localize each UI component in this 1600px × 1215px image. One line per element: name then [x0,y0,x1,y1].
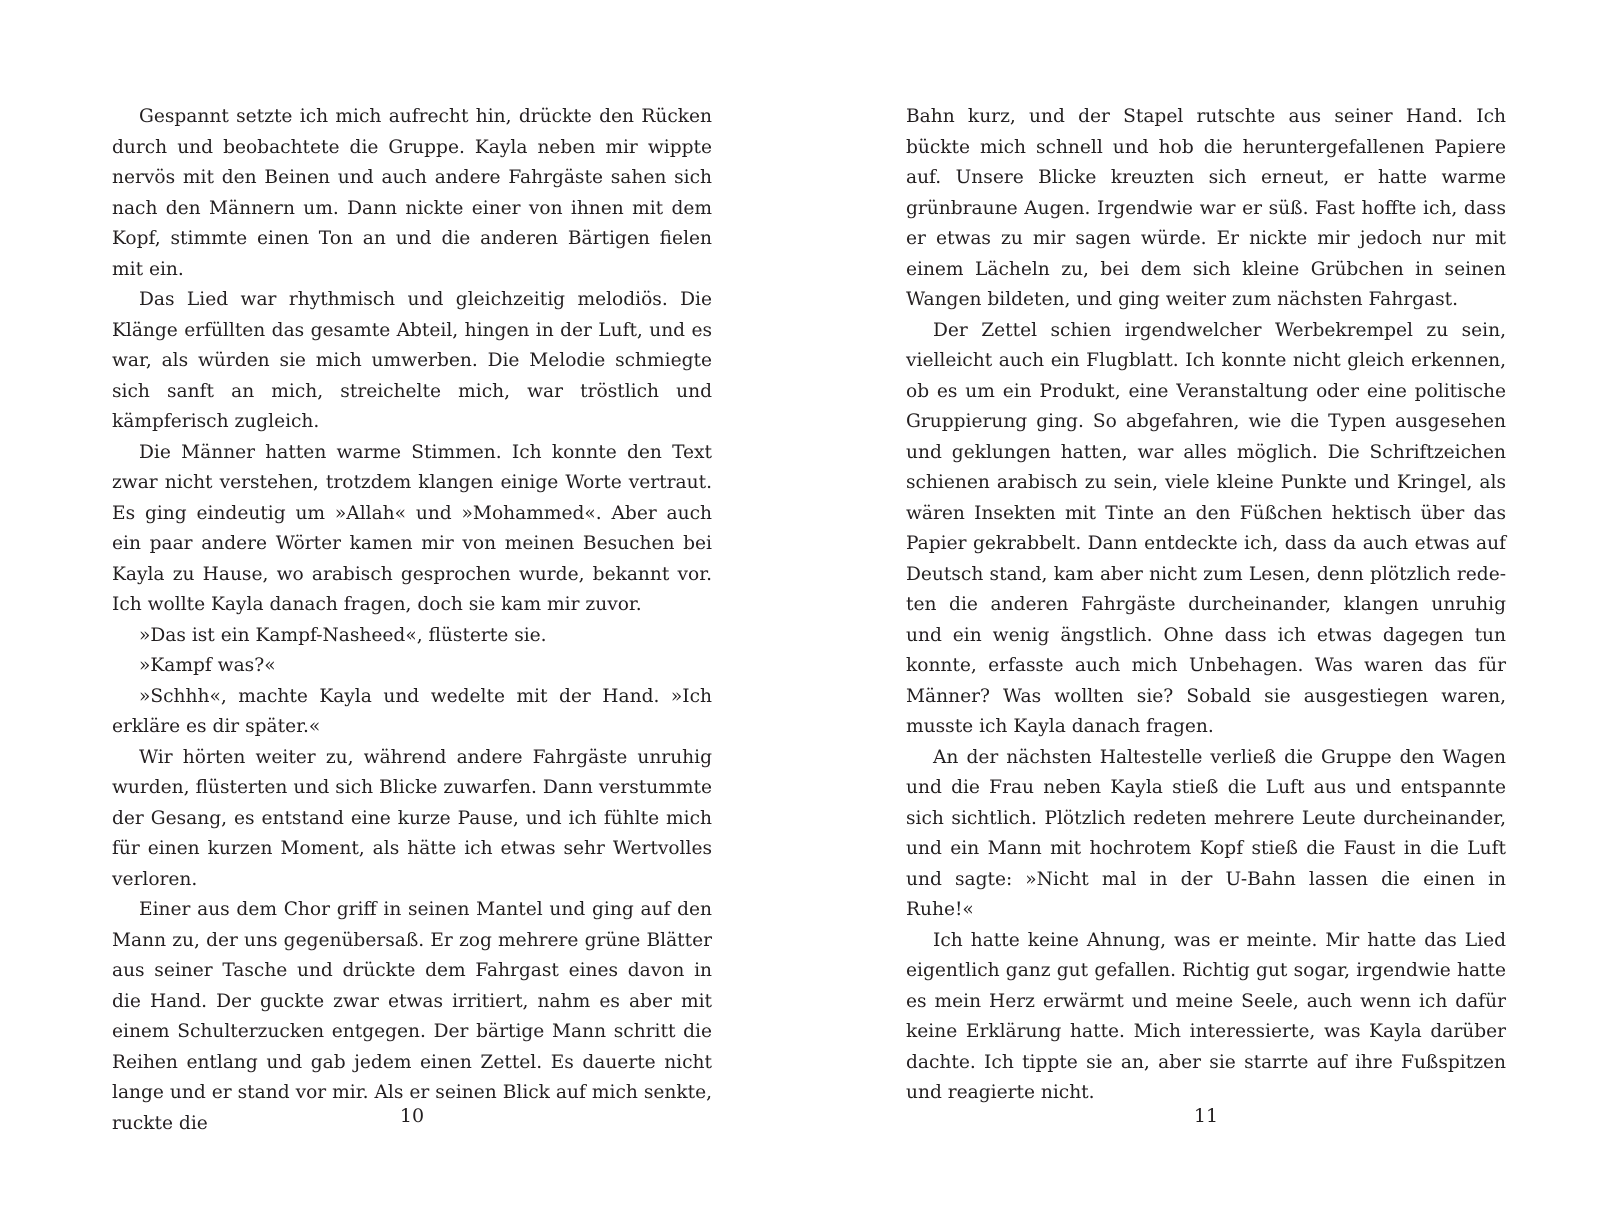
paragraph: An der nächsten Haltestelle verließ die Gruppe den Wagen und die Frau neben Kayla stieß die Luft aus und entspannte sich sichtlich. Plötzlich redeten mehrere Leute durcheinander, und ein Mann mit hochrotem Kopf stieß die Faust in die Luft und sagte: »Nicht mal in der U-Bahn lassen die einen in Ruhe!« [906,746,1506,920]
paragraph: »Schhh«, machte Kayla und wedelte mit der Hand. »Ich erkläre es dir später.« [112,685,712,737]
right-page-body-text [906,102,1506,1109]
paragraph: Die Männer hatten warme Stimmen. Ich konnte den Text zwar nicht verstehen, trotzdem klangen einige Worte vertraut. Es ging eindeutig um »Allah« und »Mohammed«. Aber auch ein paar andere Wörter kamen mir von meinen Besuchen bei Kayla zu Hause, wo arabisch gesprochen wurde, bekannt vor. Ich wollte Kayla danach fragen, doch sie kam mir zuvor. [112,441,712,615]
paragraph: Der Zettel schien irgendwelcher Werbekrempel zu sein, vielleicht auch ein Flugblatt. Ich konnte nicht gleich erkennen, ob es um ein Produkt, eine Veranstaltung oder eine politische Gruppierung ging. So abgefahren, wie die Typen ausgesehen und geklungen hatten, war alles möglich. Die Schriftzeichen schienen arabisch zu sein, viele kleine Punkte und Kringel, als wären Insekten mit Tinte an den Füßchen hektisch über das Papier gekrabbelt. Dann entdeckte ich, dass da auch etwas auf Deutsch stand, kam aber nicht zum Lesen, denn plötzlich redeten die anderen Fahrgäste durcheinander, klangen unruhig und ein wenig ängstlich. Ohne dass ich etwas dagegen tun konnte, erfasste auch mich Unbehagen. Was waren das für Männer? Was wollten sie? Sobald sie ausgestiegen waren, musste ich Kayla danach fragen. [906,319,1506,737]
left-page [112,0,712,1215]
paragraph: Wir hörten weiter zu, während andere Fahrgäste unruhig wurden, flüsterten und sich Blicke zuwarfen. Dann verstummte der Gesang, es entstand eine kurze Pause, und ich fühlte mich für einen kurzen Moment, als hätte ich etwas sehr Wertvolles verloren. [112,746,712,890]
left-page-body-text [112,102,712,1139]
paragraph: Gespannt setzte ich mich aufrecht hin, drückte den Rücken durch und beobachtete die Gruppe. Kayla neben mir wippte nervös mit den Beinen und auch andere Fahrgäste sahen sich nach den Männern um. Dann nickte einer von ihnen mit dem Kopf, stimmte einen Ton an und die anderen Bärtigen fielen mit ein. [112,106,712,280]
paragraph: Ich hatte keine Ahnung, was er meinte. Mir hatte das Lied eigentlich ganz gut gefallen. Richtig gut sogar, irgendwie hatte es mein Herz erwärmt und meine Seele, auch wenn ich dafür keine Erklärung hatte. Mich interessierte, was Kayla darüber dachte. Ich tippte sie an, aber sie starrte auf ihre Fußspitzen und reagierte nicht. [906,929,1506,1103]
paragraph: »Kampf was?« [139,655,276,676]
paragraph-continuation: Bahn kurz, und der Stapel rutschte aus seiner Hand. Ich bückte mich schnell und hob die heruntergefallenen Papiere auf. Unsere Blicke kreuzten sich erneut, er hatte warme grünbraune Augen. Irgendwie war er süß. Fast hoffte ich, dass er etwas zu mir sagen würde. Er nickte mir jedoch nur mit einem Lächeln zu, bei dem sich kleine Grübchen in seinen Wangen bildeten, und ging weiter zum nächsten Fahrgast. [906,106,1506,310]
paragraph: Einer aus dem Chor griff in seinen Mantel und ging auf den Mann zu, der uns gegenübersaß. Er zog mehrere grüne Blätter aus seiner Tasche und drückte dem Fahrgast eines davon in die Hand. Der guckte zwar etwas irritiert, nahm es aber mit einem Schulterzucken entgegen. Der bärtige Mann schritt die Reihen entlang und gab jedem einen Zettel. Es dauerte nicht lange und er stand vor mir. Als er seinen Blick auf mich senkte, ruckte die [112,899,712,1134]
paragraph: Das Lied war rhythmisch und gleichzeitig melodiös. Die Klänge erfüllten das gesamte Abteil, hingen in der Luft, und es war, als würden sie mich umwerben. Die Melodie schmiegte sich sanft an mich, streichelte mich, war tröstlich und kämpferisch zugleich. [112,289,712,432]
right-page [906,0,1506,1215]
page-number: 10 [399,1105,425,1127]
page-number: 11 [1193,1105,1219,1127]
paragraph: »Das ist ein Kampf-Nasheed«, flüsterte sie. [139,624,547,646]
